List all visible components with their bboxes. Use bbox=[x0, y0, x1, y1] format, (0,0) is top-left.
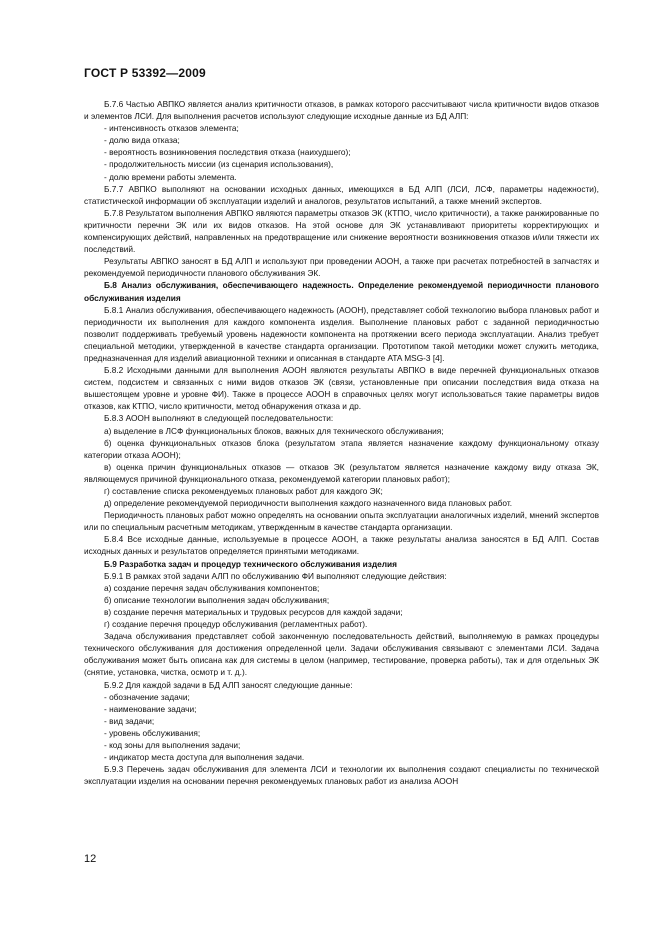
section-heading: Б.8 Анализ обслуживания, обеспечивающего надежность. Определение рекомендуемой периодичности планового обслуживания изделия bbox=[84, 280, 599, 303]
paragraph: Б.8.1 Анализ обслуживания, обеспечивающего надежность (АООН), представляет собой технологию выбора плановых работ и периодичности их выполнения для каждого компонента изделия. Выполнение плановых работ с заданной периодичностью позволит поддерживать требуемый уровень надежности компонента на протяжении всего периода эксплуатации. Анализ требует специальной методики, утвержденной в качестве стандарта организации. Прототипом такой методики может служить методика, предназначенная для изделий авиационной техники и описанная в стандарте ATA MSG-3 [4]. bbox=[84, 304, 599, 363]
paragraph: г) составление списка рекомендуемых плановых работ для каждого ЭК; bbox=[104, 486, 383, 496]
paragraph: Задача обслуживания представляет собой законченную последовательность действий, выполняемую в рамках процедуры технического обслуживания для достижения определенной цели. Задачи обслуживания связывают с элементами ЛСИ. Задача обслуживания может быть описана как для системы в целом (например, тестирование, проверка работы), так и для отдельных ЭК (снятие, установка, чистка, осмотр и т. д.). bbox=[84, 631, 599, 678]
list-item: - код зоны для выполнения задачи; bbox=[104, 739, 241, 750]
list-item: - вероятность возникновения последствия отказа (наихудшего); bbox=[104, 147, 351, 158]
paragraph: в) создание перечня материальных и трудовых ресурсов для каждой задачи; bbox=[104, 606, 403, 617]
paragraph: б) описание технологии выполнения задач обслуживания; bbox=[104, 594, 330, 605]
paragraph: Б.9.3 Перечень задач обслуживания для элемента ЛСИ и технологии их выполнения создают специалисты по технической эксплуатации изделия на основании перечня рекомендуемых плановых работ из анализа АООН bbox=[84, 764, 599, 787]
paragraph: г) создание перечня процедур обслуживания (регламентных работ). bbox=[104, 619, 368, 630]
document-body bbox=[84, 98, 599, 787]
paragraph: Б.8.4 Все исходные данные, используемые в процессе АООН, а также результаты анализа заносятся в БД АЛП. Состав исходных данных и результатов определяется принятыми методиками. bbox=[84, 534, 599, 557]
paragraph: а) выделение в ЛСФ функциональных блоков, важных для технического обслуживания; bbox=[104, 425, 444, 436]
list-item: - индикатор места доступа для выполнения задачи. bbox=[104, 752, 305, 763]
section-heading: Б.9 Разработка задач и процедур технического обслуживания изделия bbox=[104, 558, 397, 569]
paragraph: Б.9.1 В рамках этой задачи АЛП по обслуживанию ФИ выполняют следующие действия: bbox=[104, 570, 447, 581]
paragraph: б) оценка функциональных отказов блока (результатом этапа является назначение каждому функциональному отказу категории отказа АООН); bbox=[84, 437, 599, 460]
list-item: - наименование задачи; bbox=[104, 703, 197, 714]
page-number: 12 bbox=[84, 853, 97, 865]
standard-header: ГОСТ Р 53392—2009 bbox=[84, 66, 206, 80]
list-item: - продолжительность миссии (из сценария использования), bbox=[104, 159, 334, 170]
paragraph: д) определение рекомендуемой периодичности выполнения каждого назначенного вида плановых работ. bbox=[104, 498, 513, 509]
list-item: - вид задачи; bbox=[104, 715, 155, 726]
paragraph: Б.9.2 Для каждой задачи в БД АЛП заносят следующие данные: bbox=[104, 679, 353, 690]
paragraph: а) создание перечня задач обслуживания компонентов; bbox=[104, 582, 320, 593]
paragraph: Б.8.3 АООН выполняют в следующей последовательности: bbox=[104, 413, 334, 424]
paragraph: Б.7.7 АВПКО выполняют на основании исходных данных, имеющихся в БД АЛП (ЛСИ, ЛСФ, параметры надежности), статистической информации об эксплуатации изделий и аналогов, результатов испытаний, а также мнений экспертов. bbox=[84, 183, 599, 206]
paragraph: Периодичность плановых работ можно определять на основании опыта эксплуатации аналогичных изделий, мнений экспертов или по специальным расчетным методикам, утвержденным в качестве стандарта организации. bbox=[84, 510, 599, 533]
paragraph: Результаты АВПКО заносят в БД АЛП и используют при проведении АООН, а также при расчетах потребностей в запчастях и рекомендуемой периодичности планового обслуживания ЭК. bbox=[84, 256, 599, 279]
list-item: - обозначение задачи; bbox=[104, 691, 190, 702]
paragraph: Б.8.2 Исходными данными для выполнения АООН являются результаты АВПКО в виде перечней функциональных отказов систем, подсистем и связанных с ними видов отказов ЭК (связи, установленные при описании последствия вида отказа на вышестоящем уровне и уровне ФИ). Также в процессе АООН в справочных целях могут использоваться такие параметры видов отказов, как КТПО, число критичности, метод обнаружения отказа и др. bbox=[84, 365, 599, 412]
paragraph: Б.7.8 Результатом выполнения АВПКО являются параметры отказов ЭК (КТПО, число критичности), а также ранжированные по критичности перечни ЭК или их видов отказов. На этой основе для ЭК устанавливают приоритеты корректирующих и компенсирующих действий, направленных на предотвращение или снижение вероятности возникновения отказов и/или тяжести их последствий. bbox=[84, 207, 599, 255]
list-item: - уровень обслуживания; bbox=[104, 727, 201, 738]
list-item: - долю времени работы элемента. bbox=[104, 171, 237, 182]
list-item: - интенсивность отказов элемента; bbox=[104, 123, 239, 134]
paragraph: Б.7.6 Частью АВПКО является анализ критичности отказов, в рамках которого рассчитывают числа критичности видов отказов и элементов ЛСИ. Для выполнения расчетов используют следующие исходные данные из БД АЛП: bbox=[84, 99, 599, 122]
list-item: - долю вида отказа; bbox=[104, 135, 180, 146]
paragraph: в) оценка причин функциональных отказов — отказов ЭК (результатом является назначение каждому виду отказа ЭК, являющемуся причиной функционального отказа, рекомендуемой категории плановых работ); bbox=[84, 461, 599, 484]
